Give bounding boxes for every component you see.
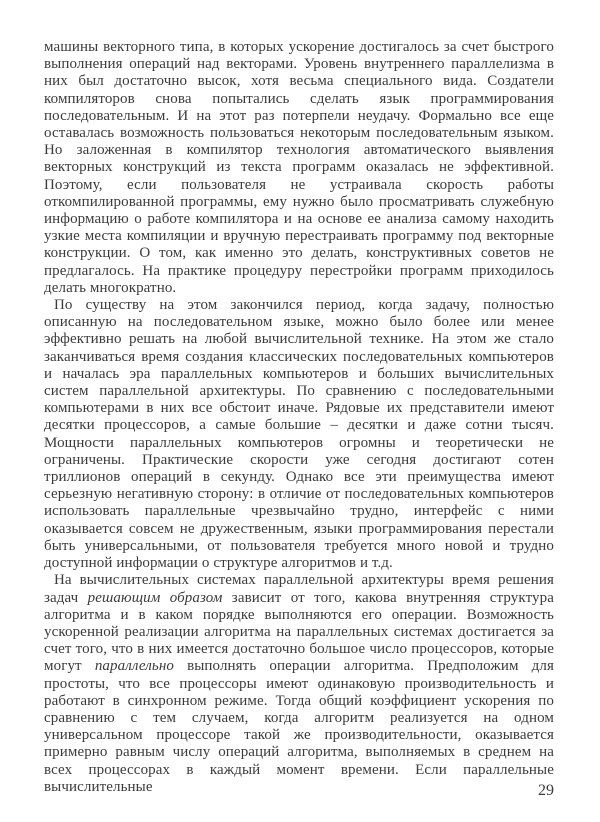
- paragraph-text: На вычислительных системах параллельной архитектуры время решения задач: [44, 572, 554, 606]
- paragraph: [44, 297, 554, 572]
- paragraph-text: машины векторного типа, в которых ускорение достигалось за счет быстрого выполнения операций над векторами. Уровень внутреннего параллелизма в них был достаточно высок, хотя весьма специального вида. Создатели компиляторов снова попытались сделать язык программирования последовательным. И на этот раз потерпели неудачу. Формально все еще оставалась возможность пользоваться некоторым последовательным языком. Но заложенная в компилятор технология автоматического выявления векторных конструкций из текста программ оказалась не эффективной. Поэтому, если пользователя не устраивала скорость работы откомпилированной программы, ему нужно было просматривать служебную информацию о работе компилятора и на основе ее анализа самому находить узкие места компиляции и вручную перестраивать программу под векторные конструкции. О том, как именно это делать, конструктивных советов не предлагалось. На практике процедуру перестройки программ приходилось делать многократно.: [44, 39, 554, 296]
- italic-phrase: параллельно: [94, 658, 174, 675]
- paragraph-text: выполнять операции алгоритма. Предположим для простоты, что все процессоры имеют одинаковую производительность и работают в синхронном режиме. Тогда общий коэффициент ускорения по сравнению с тем случаем, когда алгоритм реализуется на одном универсальном процессоре такой же производительности, оказывается примерно равным числу операций алгоритма, выполняемых в среднем на всех процессорах в каждый момент времени. Если параллельные вычислительные: [44, 658, 554, 795]
- paragraph-text: зависит от того, какова внутренняя структура алгоритма и в каком порядке выполняются его операции. Возможность ускоренной реализации алгоритма на параллельных системах достигается за счет того, что в них имеется достаточно большое число процессоров, которые могут: [44, 589, 554, 675]
- paragraph-text: По существу на этом закончился период, когда задачу, полностью описанную на последовательном языке, можно было более или менее эффективно решать на любой вычислительной технике. На этом же стало заканчиваться время создания классических последовательных компьютеров и началась эра параллельных компьютеров и больших вычислительных систем параллельной архитектуры. По сравнению с последовательными компьютерами в них все обстоит иначе. Рядовые их представители имеют десятки процессоров, а самые большие – десятки и даже сотни тысяч. Мощности параллельных компьютеров огромны и теоретически не ограничены. Практические скорости уже сегодня достигают сотен триллионов операций в секунду. Однако все эти преимущества имеют серьезную негативную сторону: в отличие от последовательных компьютеров использовать параллельные чрезвычайно трудно, интерфейс с ними оказывается совсем не дружественным, языки программирования перестали быть универсальными, от пользователя требуется много новой и трудно доступной информации о структуре алгоритмов и т.д.: [44, 297, 554, 572]
- italic-phrase: решающим образом: [87, 589, 223, 606]
- paragraph-continuation: [44, 39, 554, 297]
- paragraph: [44, 572, 554, 796]
- page-number: 29: [538, 782, 554, 799]
- page-text-block: [44, 39, 554, 796]
